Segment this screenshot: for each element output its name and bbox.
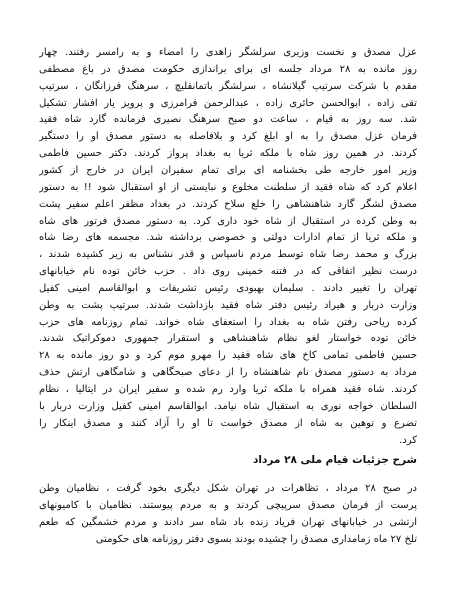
text-line: فرمان عزل مصدق را به او ابلغ کرد و بلافاصله به دستور مصدق او را دستگیر [39,131,417,143]
text-line: بزرگ و محمد رضا شاه توسط مردم ناسپاس و قدر نشناس به زیر کشیده شدند ، [39,249,417,261]
text-line: مصدق لشگر گارد شاهنشاهی را خلع سلاح کردند. در بغداد مظفر اعلم سفیر پشت [39,198,417,210]
text-line: کردند. در همین روز شاه با ملکه ثریا به بغداد پرواز کردند. دکتر حسین فاطمی [39,148,417,160]
text-line: کرد. [399,434,417,446]
text-line: وزارت دربار و هیراد رئیس دفتر شاه فقید بازداشت شدند. سرتیپ پشت به وطن [39,299,417,311]
text-line: وزیر امور خارجه طی بخشنامه ای برای تمام سفیران ایران در خارج از کشور [39,164,417,176]
text-line: کردند. شاه فقید همراه با ملکه ثریا وارد رم شده و سفیر ایران در ایتالیا ، نظام [39,384,417,395]
text-line: اعلام کرد که شاه فقید از سلطنت مخلوع و نبایستی از او استقبال شود !! به دستور [39,181,417,193]
text-line: روز مانده به ۲۸ مرداد جلسه ای برای براندازی حکومت مصدق در باغ مصطفی [39,63,417,75]
text-line: مرداد به دستور مصدق نام شاهنشاه را از دعای صبحگاهی و شامگاهی ارتش حذف [39,367,417,379]
text-line: تقی زاده ، ابوالحسن حائری زاده ، عبدالرحمن فرامرزی و پرویز یار افشار تشکیل [39,97,417,109]
text-line: مقدم با شرکت سرتیپ گیلانشاه ، سرلشگر باتمانقلیچ ، سرهنگ فرزانگان ، سرتیپ [39,80,417,92]
text-line: کرده ریاحی رفتن شاه به بغداد را استعفای شاه خواند. تمام روزنامه های حزب [39,316,417,328]
text-line: خائن توده خواستار لغو نظام شاهنشاهی و استقرار جمهوری دموکراتیک شدند. [39,333,417,345]
text-line: در صبح ۲۸ مرداد ، تظاهرات در تهران شکل دیگری بخود گرفت ، نظامیان وطن [39,483,417,494]
text-line: السلطان خواجه نوری به استقبال شاه نیامد. ابوالقاسم امینی کفیل وزارت دربار با [39,400,417,412]
text-line: شد. سه روز به قیام ، ساعت دو صبح سرهنگ نصیری فرمانده گارد شاه فقید [39,114,417,126]
text-line: تهران را تغییر دادند . سلیمان بهبودی رئیس تشریفات و ابوالقاسم امینی کفیل [39,282,417,294]
text-line: ارتشی در خیابانهای تهران فریاد زنده باد شاه سر دادند و مردم خشمگین که طعم [39,517,417,528]
text-line: عزل مصدق و نخست وزیری سرلشگر زاهدی را امضاء و به رامسر رفتند. چهار [39,47,417,58]
text-line: تضرع و توهین به شاه از مصدق خواست تا او را آزاد کنند و مصدق اینکار را [39,417,417,429]
text-line: درست نظیر اتفاقی که در فتنه خمینی روی داد . حزب خائن توده نام خیابانهای [39,266,417,278]
text-line: تلخ ۲۷ ماه زمامداری مصدق را چشیده بودند بسوی دفتر روزنامه های حکومتی [95,534,417,545]
text-line: حسین فاطمی تمامی کاخ های شاه فقید را مهرو موم کرد و دو روز مانده به ۲۸ [39,350,417,362]
text-line: و ملکه ثریا از تمام ادارات دولتی و خصوصی برداشته شد. مجسمه های رضا شاه [39,232,417,244]
text-line: پرست از فرمان مصدق سرپیچی کردند و به مردم پیوستند. نظامیان با کامیونهای [39,500,417,511]
section-heading: شرح جزئیات قیام ملی ۲۸ مرداد [253,454,417,466]
text-line: به وطن کرده در استقبال از شاه خود داری کرد. به دستور مصدق فرتور های شاه [39,215,417,227]
